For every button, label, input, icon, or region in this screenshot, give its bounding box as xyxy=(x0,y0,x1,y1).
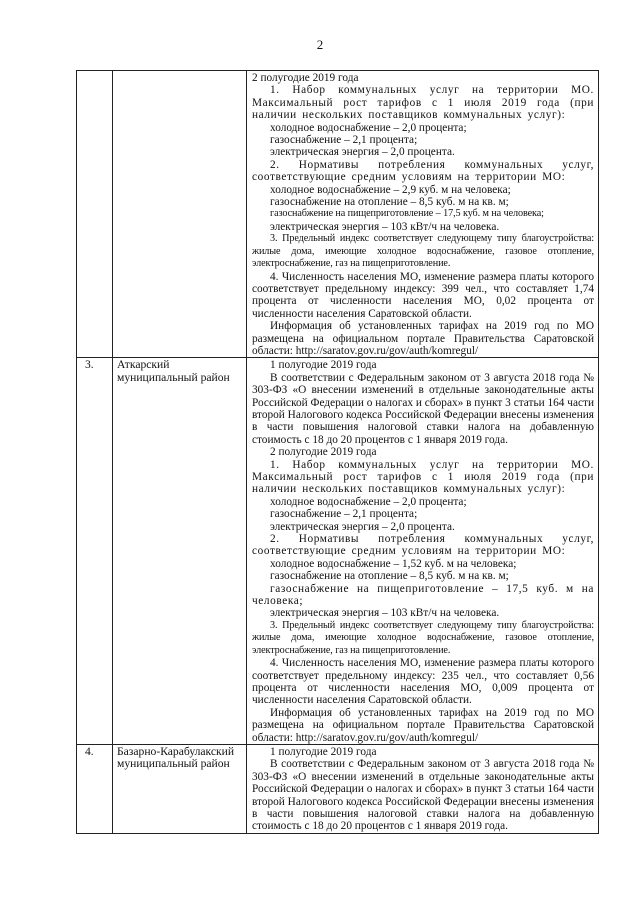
table-row xyxy=(77,744,599,833)
table-body xyxy=(77,71,599,834)
row-number xyxy=(77,71,113,358)
municipality-name-line: Базарно-Карабулакский xyxy=(117,744,235,758)
paragraph: 3. Предельный индекс соответствует следующему типу благоустройства: жилые дома, имеющие холодное водоснабжение, газовое отопление, электроснабжение, газ на пищеприготовление. xyxy=(252,619,594,656)
paragraph: 2. Нормативы потребления коммунальных услуг, соответствующие средним условиям на территории МО: xyxy=(252,158,594,184)
paragraph: Информация об установленных тарифах на 2019 год по МО размещена на официальном портале Правительства Саратовской области: http://saratov.gov.ru/gov/auth/komregul/ xyxy=(252,706,594,744)
table-row xyxy=(77,358,599,745)
paragraph: 2 полугодие 2019 года xyxy=(270,446,377,459)
paragraph: электрическая энергия – 2,0 процента. xyxy=(270,520,455,533)
municipality-name-line: муниципальный район xyxy=(117,370,230,384)
paragraph: газоснабжение на пищеприготовление – 17,5 куб. м на человека; xyxy=(252,582,594,608)
paragraph: В соответствии с Федеральным законом от 3 августа 2018 года № 303-ФЗ «О внесении изменений в отдельные законодательные акты Российской Федерации о налогах и сборах» в пункт 3 статьи 164 части второй Налогового кодекса Российской Федерации внесены изменения в части повышения налоговой ставки налога на добавленную стоимость с 18 до 20 процентов с 1 января 2019 года. xyxy=(252,371,594,446)
tariff-description xyxy=(247,71,599,358)
paragraph: Информация об установленных тарифах на 2019 год по МО размещена на официальном портале Правительства Саратовской области: http://saratov.gov.ru/gov/auth/komregul/ xyxy=(252,320,594,357)
paragraph: В соответствии с Федеральным законом от 3 августа 2018 года № 303-ФЗ «О внесении изменений в отдельные законодательные акты Российской Федерации о налогах и сборах» в пункт 3 статьи 164 части второй Налогового кодекса Российской Федерации внесены изменения в части повышения налоговой ставки налога на добавленную стоимость с 18 до 20 процентов с 1 января 2019 года. xyxy=(252,758,594,833)
paragraph: электрическая энергия – 103 кВт/ч на человека. xyxy=(270,607,500,620)
municipality-name-line: Аткарский xyxy=(117,358,170,372)
paragraph: газоснабжение – 2,1 процента; xyxy=(270,134,418,147)
paragraph: 4. Численность населения МО, изменение размера платы которого соответствует предельному индексу: 235 чел., что составляет 0,56 процента от численности населения МО, 0,009 процента от численности населения Саратовской области. xyxy=(252,657,594,707)
tariff-description xyxy=(247,358,599,745)
paragraph: холодное водоснабжение – 1,52 куб. м на человека; xyxy=(270,557,517,570)
paragraph: холодное водоснабжение – 2,9 куб. м на человека; xyxy=(270,183,511,196)
paragraph: 1. Набор коммунальных услуг на территории МО. Максимальный рост тарифов с 1 июля 2019 года (при наличии нескольких поставщиков коммунальных услуг): xyxy=(252,84,594,122)
row-number: 4. xyxy=(77,744,113,833)
paragraph: 2. Нормативы потребления коммунальных услуг, соответствующие средним условиям на территории МО: xyxy=(252,533,594,558)
paragraph: электрическая энергия – 103 кВт/ч на человека. xyxy=(270,220,500,233)
paragraph: газоснабжение на отопление – 8,5 куб. м на кв. м; xyxy=(270,570,509,583)
tariff-description xyxy=(247,744,599,833)
paragraph: холодное водоснабжение – 2,0 процента; xyxy=(270,495,467,508)
paragraph: 3. Предельный индекс соответствует следующему типу благоустройства: жилые дома, имеющие холодное водоснабжение, газовое отопление, электроснабжение, газ на пищеприготовление. xyxy=(252,233,594,270)
municipality-name-line: муниципальный район xyxy=(117,757,230,771)
municipality-name xyxy=(113,358,247,745)
table-row xyxy=(77,71,599,358)
tariff-table xyxy=(76,70,599,834)
paragraph: холодное водоснабжение – 2,0 процента; xyxy=(270,121,467,134)
municipality-name xyxy=(113,71,247,358)
paragraph: 1. Набор коммунальных услуг на территории МО. Максимальный рост тарифов с 1 июля 2019 года (при наличии нескольких поставщиков коммунальных услуг): xyxy=(252,458,594,496)
paragraph: газоснабжение на отопление – 8,5 куб. м на кв. м; xyxy=(270,196,509,209)
paragraph: 2 полугодие 2019 года xyxy=(252,72,359,84)
paragraph: 1 полугодие 2019 года xyxy=(270,745,377,758)
municipality-name xyxy=(113,744,247,833)
paragraph: электрическая энергия – 2,0 процента. xyxy=(270,146,455,159)
paragraph: 4. Численность населения МО, изменение размера платы которого соответствует предельному индексу: 399 чел., что составляет 1,74 процента от численности населения МО, 0,02 процента от численности населения Саратовской области. xyxy=(252,270,594,320)
page-number: 2 xyxy=(316,37,324,52)
paragraph: газоснабжение – 2,1 процента; xyxy=(270,508,418,521)
row-number: 3. xyxy=(77,358,113,745)
paragraph: 1 полугодие 2019 года xyxy=(270,359,377,372)
paragraph: газоснабжение на пищеприготовление – 17,5 куб. м на человека; xyxy=(270,208,544,220)
